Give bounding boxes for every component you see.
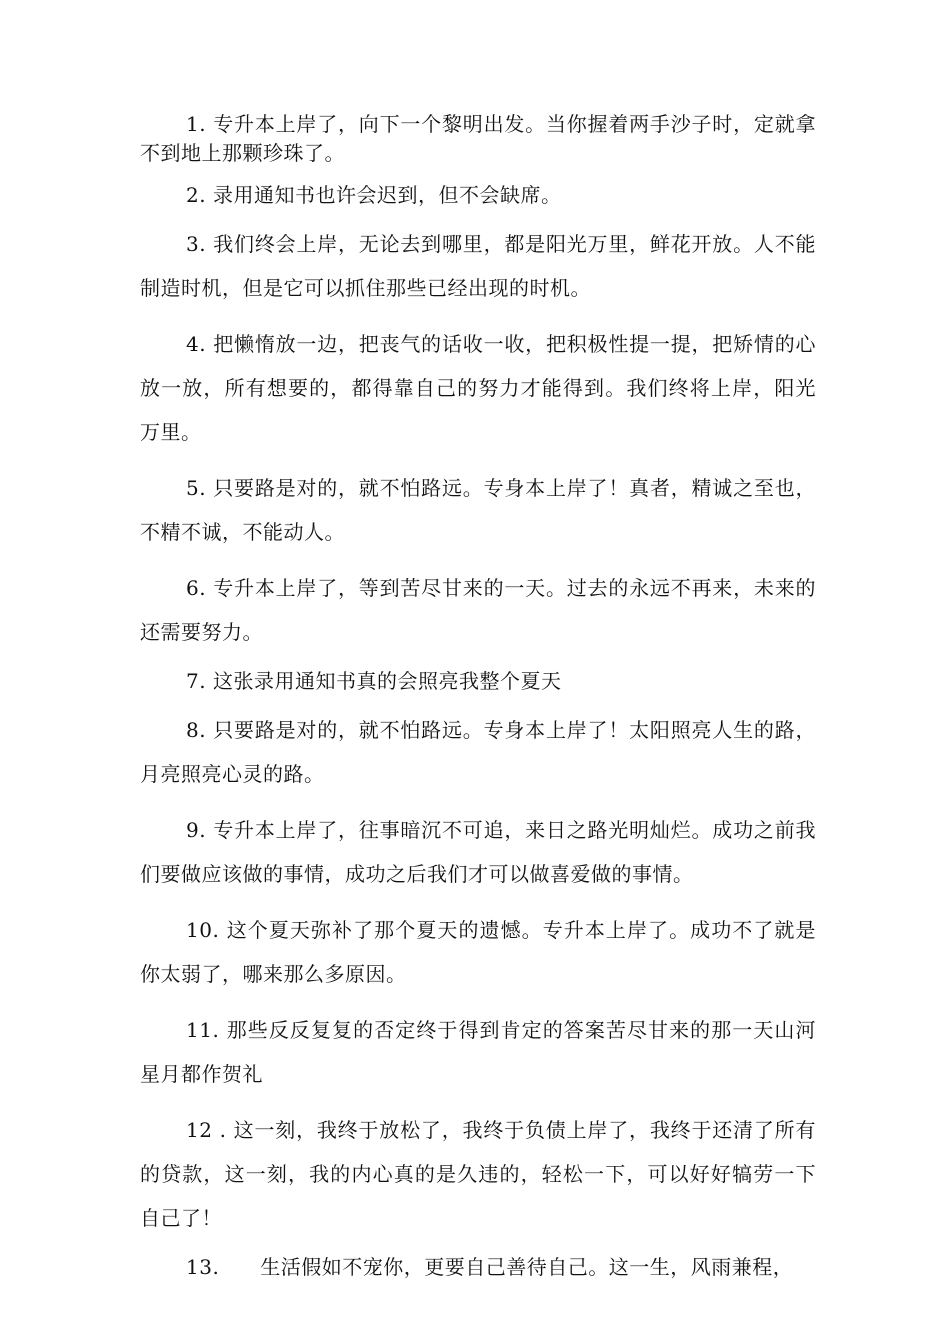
paragraph-13: 13. 生活假如不宠你，更要自己善待自己。这一生，风雨兼程， xyxy=(186,1255,794,1279)
paragraph-6: 6. 专升本上岸了，等到苦尽甘来的一天。过去的永远不再来，未来的还需要努力。 xyxy=(140,576,816,644)
paragraph-2: 2. 录用通知书也许会迟到，但不会缺席。 xyxy=(186,183,562,207)
paragraph-3: 3. 我们终会上岸，无论去到哪里，都是阳光万里，鲜花开放。人不能制造时机，但是它可以抓住那些已经出现的时机。 xyxy=(140,232,816,300)
paragraph-5: 5. 只要路是对的，就不怕路远。专身本上岸了！真者，精诚之至也，不精不诚，不能动人。 xyxy=(140,476,816,544)
paragraph-11: 11. 那些反反复复的否定终于得到肯定的答案苦尽甘来的那一天山河星月都作贺礼 xyxy=(140,1018,816,1086)
paragraph-1: 1. 专升本上岸了，向下一个黎明出发。当你握着两手沙子时，定就拿不到地上那颗珍珠了。 xyxy=(140,112,816,165)
paragraph-8: 8. 只要路是对的，就不怕路远。专身本上岸了！太阳照亮人生的路，月亮照亮心灵的路。 xyxy=(140,718,816,786)
paragraph-4: 4. 把懒惰放一边，把丧气的话收一收，把积极性提一提，把矫情的心放一放，所有想要的，都得靠自己的努力才能得到。我们终将上岸，阳光万里。 xyxy=(140,332,816,444)
paragraph-7: 7. 这张录用通知书真的会照亮我整个夏天 xyxy=(186,669,562,693)
paragraph-12: 12 . 这一刻，我终于放松了，我终于负债上岸了，我终于还清了所有的贷款，这一刻，我的内心真的是久违的，轻松一下，可以好好犒劳一下自己了！ xyxy=(140,1118,816,1230)
paragraph-9: 9. 专升本上岸了，往事暗沉不可追，来日之路光明灿烂。成功之前我们要做应该做的事情，成功之后我们才可以做喜爱做的事情。 xyxy=(140,818,816,886)
paragraph-10: 10. 这个夏天弥补了那个夏天的遗憾。专升本上岸了。成功不了就是你太弱了，哪来那么多原因。 xyxy=(140,918,816,986)
document-body xyxy=(140,110,816,1294)
